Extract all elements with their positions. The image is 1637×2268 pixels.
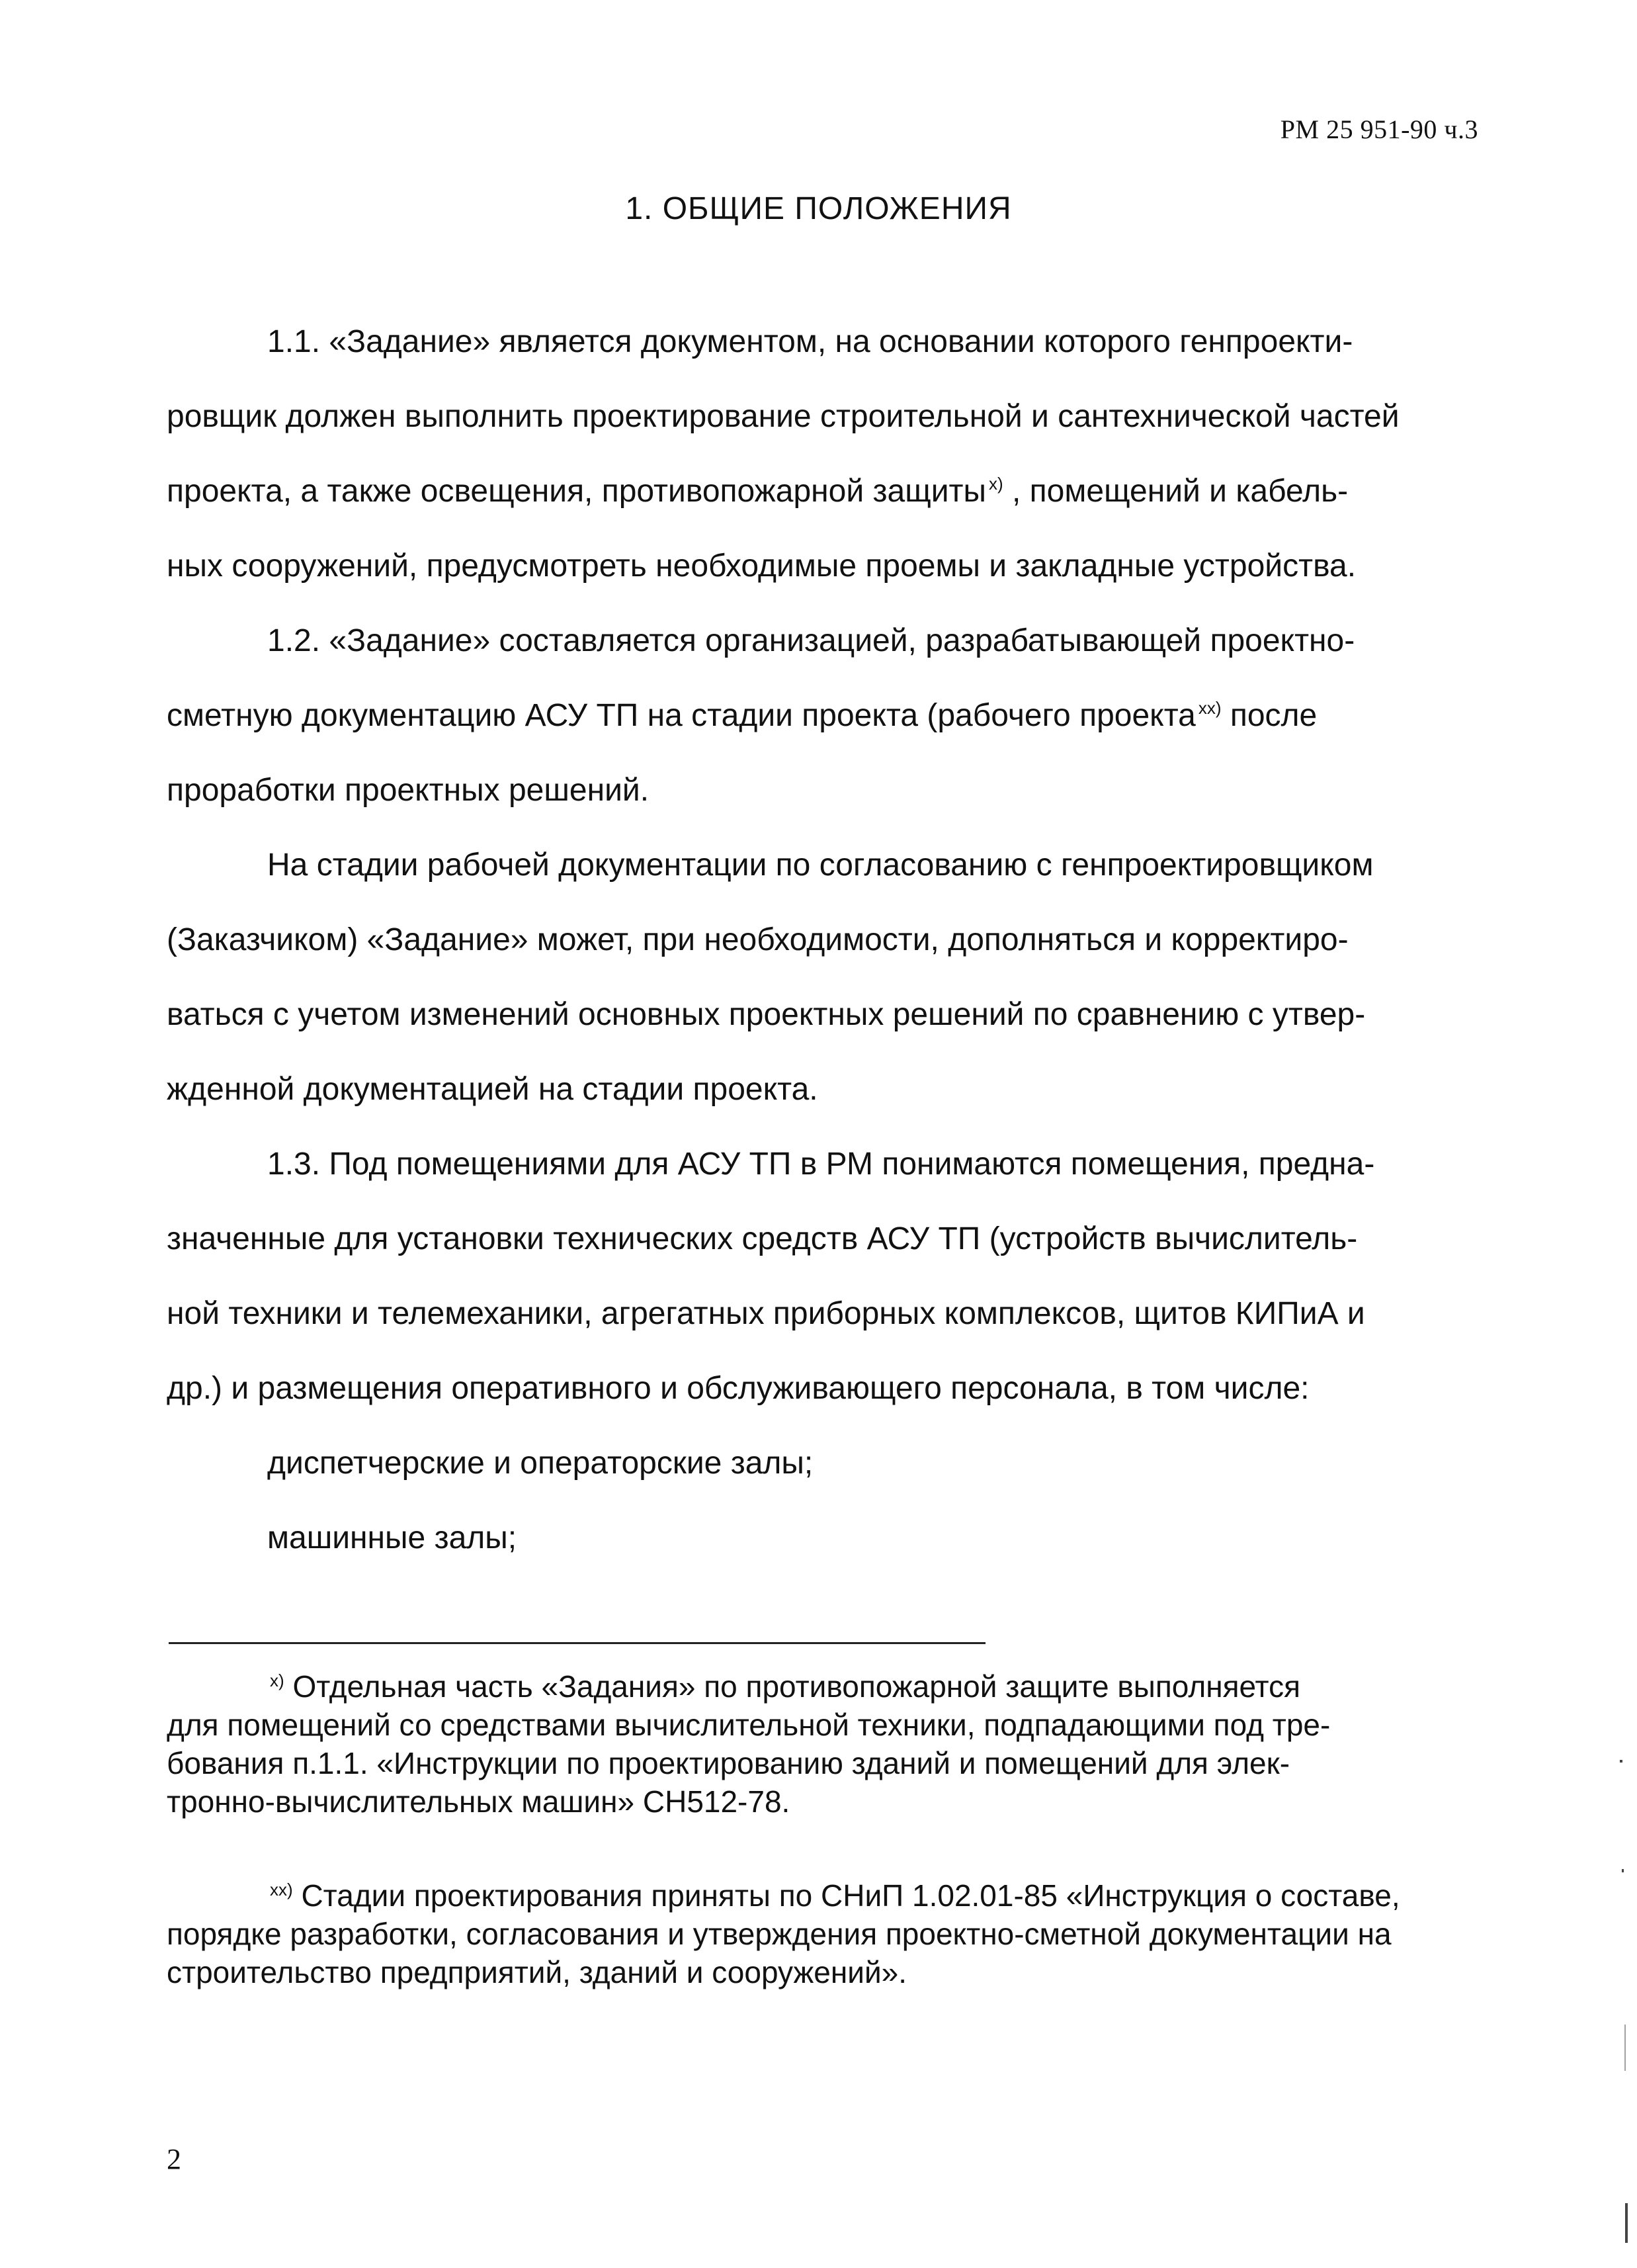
text-fragment: после [1221,698,1318,733]
footnotes [167,1667,1509,2047]
footnote-line: бования п.1.1. «Инструкции по проектированию зданий и помещений для элек- [167,1746,1290,1780]
scan-artifact [1625,2203,1628,2243]
footnote-line [167,1667,1509,1706]
text-line: 1.2. «Задание» составляется организацией, разрабатывающей проектно- [267,623,1355,658]
text-line: жденной документацией на стадии проекта. [167,1072,818,1107]
footnote-line: для помещений со средствами вычислительной техники, подпадающими под тре- [167,1708,1331,1742]
scan-artifact [1622,1869,1624,1872]
list [167,1426,1463,1575]
text-fragment: проекта, а также освещения, противопожарной защиты [167,474,986,509]
text-line-with-footnote-ref [167,454,1463,529]
document-body [167,304,1463,1575]
text-line: проработки проектных решений. [167,773,650,808]
text-line: (Заказчиком) «Задание» может, при необходимости, дополняться и корректиро- [167,922,1349,957]
footnote-ref-x: х) [989,474,1003,494]
text-fragment: сметную документацию АСУ ТП на стадии проекта (рабочего проекта [167,698,1196,733]
text-line: др.) и размещения оперативного и обслуживающего персонала, в том числе: [167,1371,1310,1406]
text-line: На стадии рабочей документации по согласованию с генпроектировщиком [267,848,1374,883]
paragraph-working-docs [167,828,1463,1127]
text-fragment: , помещений и кабель- [1003,474,1349,509]
page-number: 2 [167,2143,181,2175]
scan-artifact [1620,1760,1622,1763]
text-line: ных сооружений, предусмотреть необходимые проемы и закладные устройства. [167,548,1357,584]
text-fragment: Стадии проектирования приняты по СНиП 1.02.01-85 «Инструкция о составе, [292,1878,1400,1913]
paragraph-1-1 [167,304,1463,603]
footnote-separator [169,1642,986,1644]
text-fragment: Отдельная часть «Задания» по противопожарной защите выполняется [284,1669,1301,1704]
paragraph-1-2 [167,603,1463,828]
text-line: ровщик должен выполнить проектирование строительной и сантехнической частей [167,399,1400,434]
list-item: машинные залы; [267,1520,517,1555]
footnote-line: строительство предприятий, зданий и сооружений». [167,1955,907,1989]
paragraph-1-3 [167,1127,1463,1426]
text-line: 1.3. Под помещениями для АСУ ТП в РМ понимаются помещения, предна- [267,1147,1375,1182]
footnote-x [167,1667,1509,1821]
text-line: ваться с учетом изменений основных проектных решений по сравнению с утвер- [167,997,1366,1032]
footnote-line: порядке разработки, согласования и утверждения проектно-сметной документации на [167,1917,1392,1951]
text-line: значенные для установки технических средств АСУ ТП (устройств вычислитель- [167,1221,1358,1256]
list-item: диспетчерские и операторские залы; [267,1446,814,1481]
footnote-xx [167,1876,1509,1991]
scan-artifact [1624,2025,1626,2071]
footnote-mark: хх) [270,1880,293,1899]
footnote-line: тронно-вычислительных машин» СН512-78. [167,1784,790,1819]
section-title: 1. ОБЩИЕ ПОЛОЖЕНИЯ [625,191,1012,226]
text-line: 1.1. «Задание» является документом, на основании которого генпроекти- [267,324,1353,359]
footnote-line [167,1876,1509,1915]
text-line: ной техники и телемеханики, агрегатных приборных комплексов, щитов КИПиА и [167,1296,1365,1331]
footnote-mark: х) [270,1671,284,1690]
document-code: РМ 25 951-90 ч.3 [1280,114,1478,144]
text-line-with-footnote-ref [167,678,1463,753]
footnote-ref-xx: хх) [1198,698,1222,718]
